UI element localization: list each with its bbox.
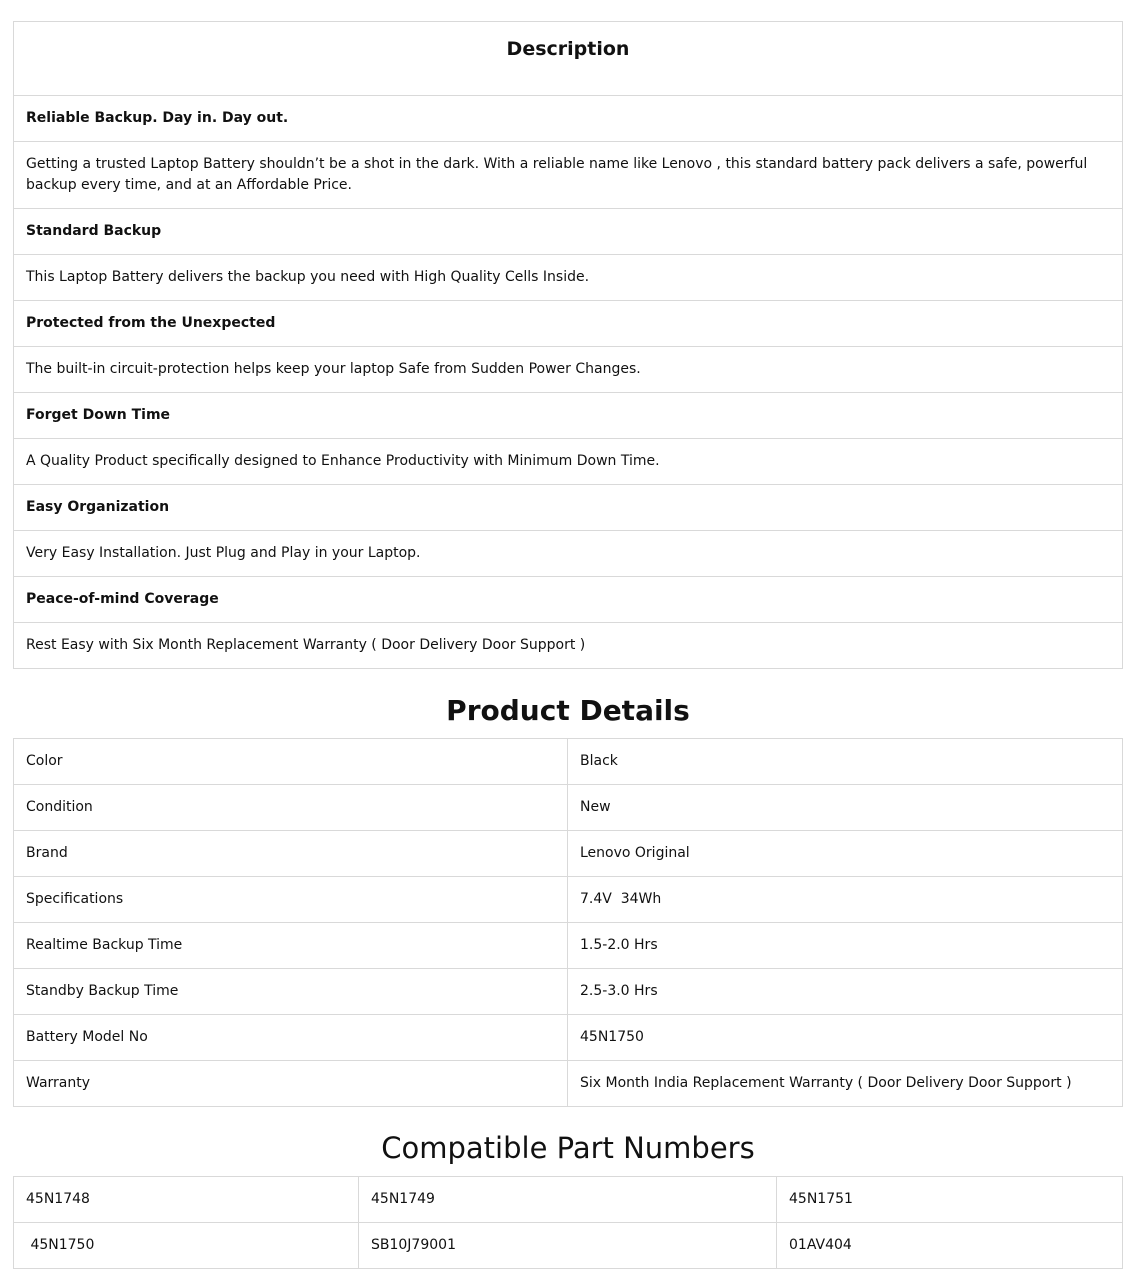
description-text: Rest Easy with Six Month Replacement Warranty ( Door Delivery Door Support )	[14, 623, 1123, 669]
description-heading: Forget Down Time	[14, 393, 1123, 439]
detail-value: Six Month India Replacement Warranty ( Door Delivery Door Support )	[568, 1061, 1123, 1107]
description-table	[13, 21, 1123, 669]
detail-value: Lenovo Original	[568, 831, 1123, 877]
detail-label: Battery Model No	[14, 1015, 568, 1061]
description-title: Description	[14, 22, 1123, 96]
detail-value: 7.4V 34Wh	[568, 877, 1123, 923]
detail-label: Color	[14, 739, 568, 785]
part-number: 45N1751	[777, 1177, 1123, 1223]
table-row	[14, 1223, 1123, 1269]
table-row	[14, 877, 1123, 923]
detail-value: 1.5-2.0 Hrs	[568, 923, 1123, 969]
compatible-parts-table	[13, 1176, 1123, 1269]
detail-label: Standby Backup Time	[14, 969, 568, 1015]
table-row	[14, 739, 1123, 785]
detail-label: Brand	[14, 831, 568, 877]
description-text: A Quality Product specifically designed to Enhance Productivity with Minimum Down Time.	[14, 439, 1123, 485]
detail-value: New	[568, 785, 1123, 831]
table-row	[14, 1061, 1123, 1107]
detail-value: 45N1750	[568, 1015, 1123, 1061]
detail-label: Warranty	[14, 1061, 568, 1107]
compatible-parts-title: Compatible Part Numbers	[381, 1131, 755, 1165]
description-heading: Peace-of-mind Coverage	[14, 577, 1123, 623]
part-number: SB10J79001	[359, 1223, 777, 1269]
part-number: 45N1750	[14, 1223, 359, 1269]
detail-label: Realtime Backup Time	[14, 923, 568, 969]
table-row	[14, 923, 1123, 969]
part-number: 45N1748	[14, 1177, 359, 1223]
table-row	[14, 1177, 1123, 1223]
product-details-table	[13, 738, 1123, 1107]
detail-label: Condition	[14, 785, 568, 831]
table-row	[14, 1015, 1123, 1061]
description-text: This Laptop Battery delivers the backup you need with High Quality Cells Inside.	[14, 255, 1123, 301]
description-heading: Easy Organization	[14, 485, 1123, 531]
description-heading: Protected from the Unexpected	[14, 301, 1123, 347]
table-row	[14, 969, 1123, 1015]
description-text: Getting a trusted Laptop Battery shouldn’t be a shot in the dark. With a reliable name like Lenovo , this standard battery pack delivers a safe, powerful backup every time, and at an Affordable Price.	[14, 142, 1123, 209]
description-text: Very Easy Installation. Just Plug and Play in your Laptop.	[14, 531, 1123, 577]
part-number: 01AV404	[777, 1223, 1123, 1269]
table-row	[14, 831, 1123, 877]
detail-value: 2.5-3.0 Hrs	[568, 969, 1123, 1015]
detail-label: Specifications	[14, 877, 568, 923]
detail-value: Black	[568, 739, 1123, 785]
table-row	[14, 785, 1123, 831]
description-heading: Reliable Backup. Day in. Day out.	[14, 96, 1123, 142]
product-details-title: Product Details	[446, 694, 690, 727]
description-heading: Standard Backup	[14, 209, 1123, 255]
description-text: The built-in circuit-protection helps keep your laptop Safe from Sudden Power Changes.	[14, 347, 1123, 393]
part-number: 45N1749	[359, 1177, 777, 1223]
